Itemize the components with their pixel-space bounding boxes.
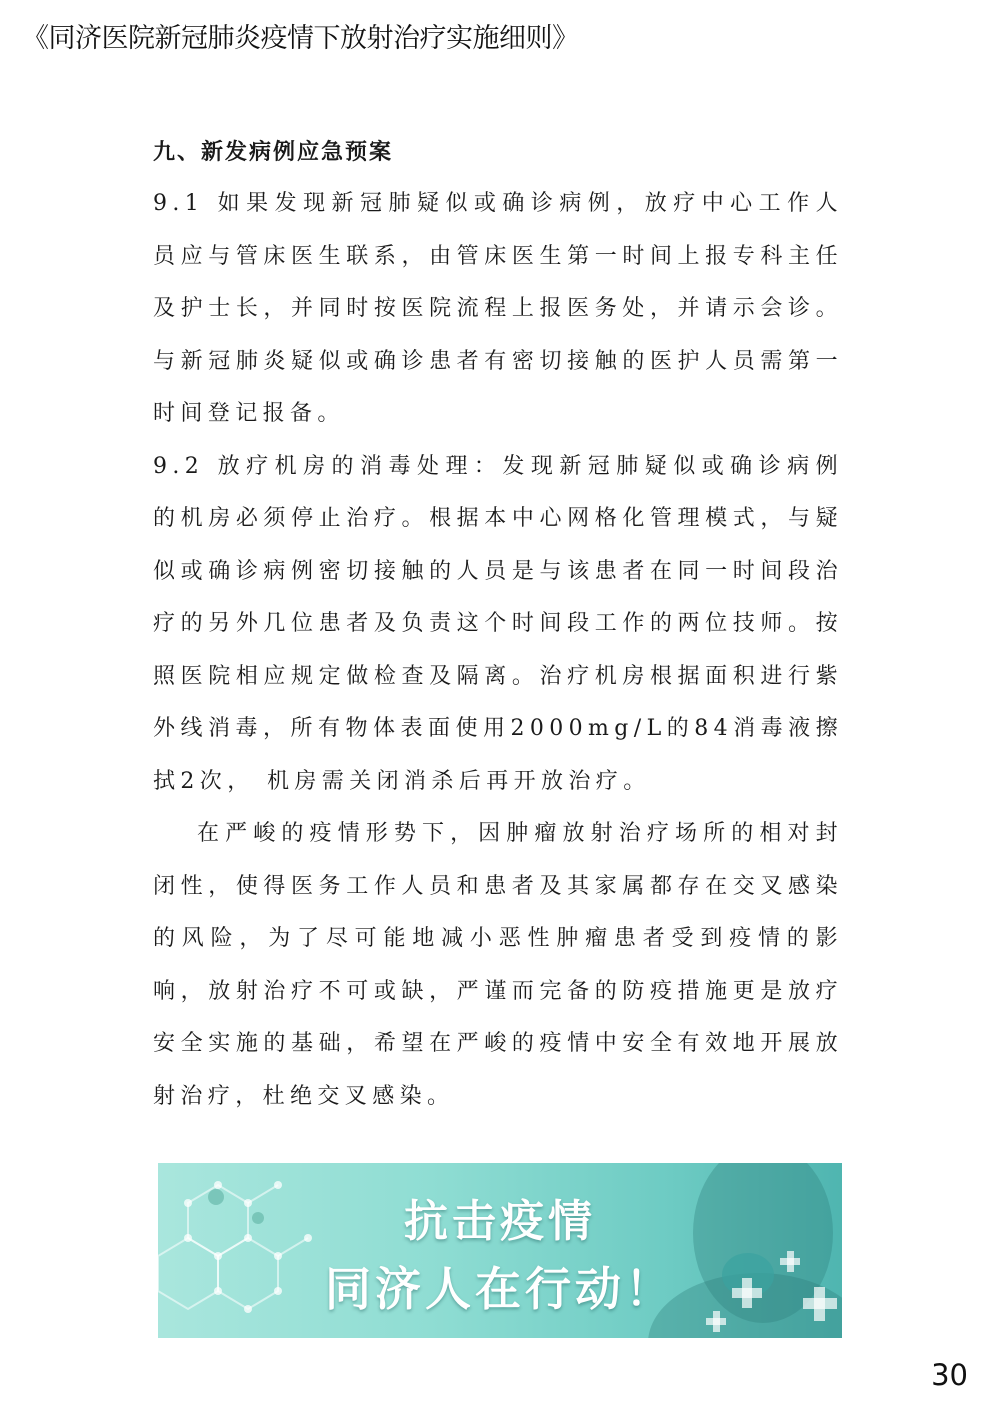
page-number: 30 [931,1358,968,1392]
banner-slogan: 同济人在行动！ [325,1262,675,1316]
paragraph-9-1: 9.1 如果发现新冠肺疑似或确诊病例，放疗中心工作人员应与管床医生联系，由管床医生第一时间上报专科主任及护士长，并同时按医院流程上报医务处，并请示会诊。与新冠肺炎疑似或确诊患者有密切接触的医护人员需第一时间登记报备。 [153,191,843,426]
document-header-title: 《同济医院新冠肺炎疫情下放射治疗实施细则》 [22,23,579,54]
document-body [153,126,843,1123]
paragraph-9-2: 9.2 放疗机房的消毒处理：发现新冠肺疑似或确诊病例的机房必须停止治疗。根据本中心网格化管理模式，与疑似或确诊病例密切接触的人员是与该患者在同一时间段治疗的另外几位患者及负责这个时间段工作的两位技师。按照医院相应规定做检查及隔离。治疗机房根据面积进行紫外线消毒，所有物体表面使用2000mg/L的84消毒液擦拭2次， 机房需关闭消杀后再开放治疗。 [153,453,843,794]
closing-paragraph: 在严峻的疫情形势下，因肿瘤放射治疗场所的相对封闭性，使得医务工作人员和患者及其家属都存在交叉感染的风险，为了尽可能地减小恶性肿瘤患者受到疫情的影响，放射治疗不可或缺，严谨而完备的防疫措施更是放疗安全实施的基础，希望在严峻的疫情中安全有效地开展放射治疗，杜绝交叉感染。 [153,821,843,1109]
section-heading: 九、新发病例应急预案 [153,139,394,165]
campaign-banner [158,1163,842,1338]
banner-headline: 抗击疫情 [404,1196,596,1247]
